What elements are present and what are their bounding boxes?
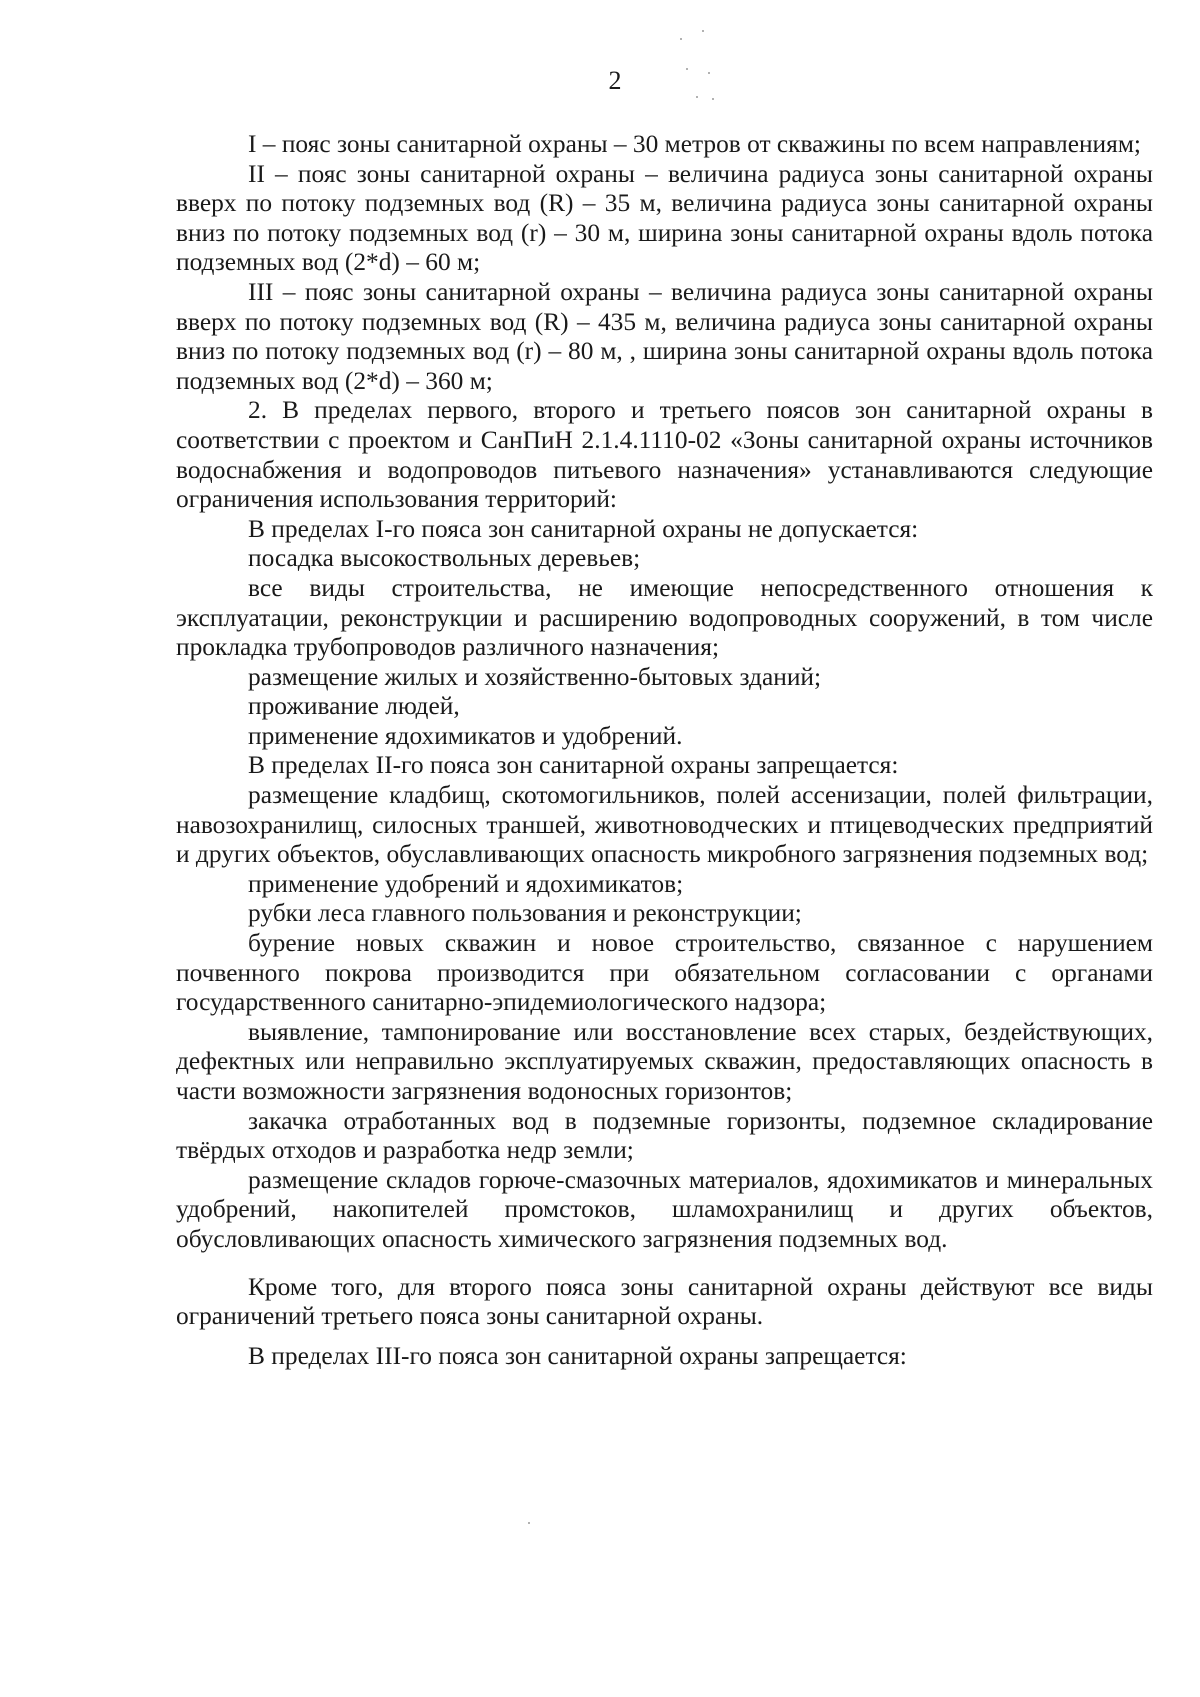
list-item: размещение жилых и хозяйственно-бытовых зданий;	[248, 662, 822, 691]
list-item: бурение новых скважин и новое строительство, связанное с нарушением почвенного покрова производится при обязательном согласовании с органами государственного санитарно-эпидемиологического надзора;	[176, 929, 1153, 1017]
paragraph-zone-1: I – пояс зоны санитарной охраны – 30 метров от скважины по всем направлениям;	[248, 130, 1141, 158]
list-item: размещение складов горюче-смазочных материалов, ядохимикатов и минеральных удобрений, накопителей промстоков, шламохранилищ и других объектов, обусловливающих опасность химического загрязнения подземных вод.	[176, 1165, 1153, 1253]
scan-speck	[528, 1522, 530, 1524]
paragraph-zone-3: III – пояс зоны санитарной охраны – величина радиуса зоны санитарной охраны вверх по потоку подземных вод (R) – 435 м, величина радиуса зоны санитарной охраны вниз по потоку подземных вод (r) – 80 м, , ширина зоны санитарной охраны вдоль потока подземных вод (2*d) – 360 м;	[176, 277, 1153, 395]
scan-speck	[712, 98, 714, 100]
list-item: размещение кладбищ, скотомогильников, полей ассенизации, полей фильтрации, навозохранилищ, силосных траншей, животноводческих и птицеводческих предприятий и других объектов, обуславливающих опасность микробного загрязнения подземных вод;	[176, 781, 1153, 869]
scan-speck	[686, 68, 688, 70]
list-item: проживание людей,	[248, 692, 460, 721]
list-item: выявление, тампонирование или восстановление всех старых, бездействующих, дефектных или неправильно эксплуатируемых скважин, предоставляющих опасность в части возможности загрязнения водоносных горизонтов;	[176, 1017, 1153, 1105]
list-item: применение удобрений и ядохимикатов;	[248, 869, 684, 898]
list-item: применение ядохимикатов и удобрений.	[248, 721, 683, 750]
paragraph-zone-3-heading: В пределах III-го пояса зон санитарной охраны запрещается:	[248, 1341, 907, 1370]
page-number-text: 2	[608, 66, 622, 95]
paragraph-restrictions-intro: 2. В пределах первого, второго и третьего поясов зон санитарной охраны в соответствии с проектом и СанПиН 2.1.4.1110-02 «Зоны санитарной охраны источников водоснабжения и водопроводов питьевого назначения» устанавливаются следующие ограничения использования территорий:	[176, 396, 1153, 514]
scan-speck	[696, 96, 698, 98]
scan-speck	[702, 30, 704, 32]
list-item: все виды строительства, не имеющие непосредственного отношения к эксплуатации, реконструкции и расширению водопроводных сооружений, в том числе прокладка трубопроводов различного назначения;	[176, 573, 1153, 662]
scan-speck	[680, 38, 682, 40]
document-body	[176, 130, 1153, 1371]
list-item: рубки леса главного пользования и реконструкции;	[248, 899, 802, 928]
paragraph-zone-1-heading: В пределах I-го пояса зон санитарной охраны не допускается:	[248, 514, 919, 543]
paragraph-additional-restrictions: Кроме того, для второго пояса зоны санитарной охраны действуют все виды ограничений третьего пояса зоны санитарной охраны.	[176, 1272, 1153, 1331]
paragraph-zone-2: II – пояс зоны санитарной охраны – величина радиуса зоны санитарной охраны вверх по потоку подземных вод (R) – 35 м, величина радиуса зоны санитарной охраны вниз по потоку подземных вод (r) – 30 м, ширина зоны санитарной охраны вдоль потока подземных вод (2*d) – 60 м;	[176, 159, 1153, 277]
scan-speck	[708, 72, 710, 74]
paragraph-zone-2-heading: В пределах II-го пояса зон санитарной охраны запрещается:	[248, 751, 899, 780]
list-item: посадка высокоствольных деревьев;	[248, 544, 641, 573]
page-number	[0, 66, 1200, 96]
list-item: закачка отработанных вод в подземные горизонты, подземное складирование твёрдых отходов и разработка недр земли;	[176, 1106, 1153, 1165]
